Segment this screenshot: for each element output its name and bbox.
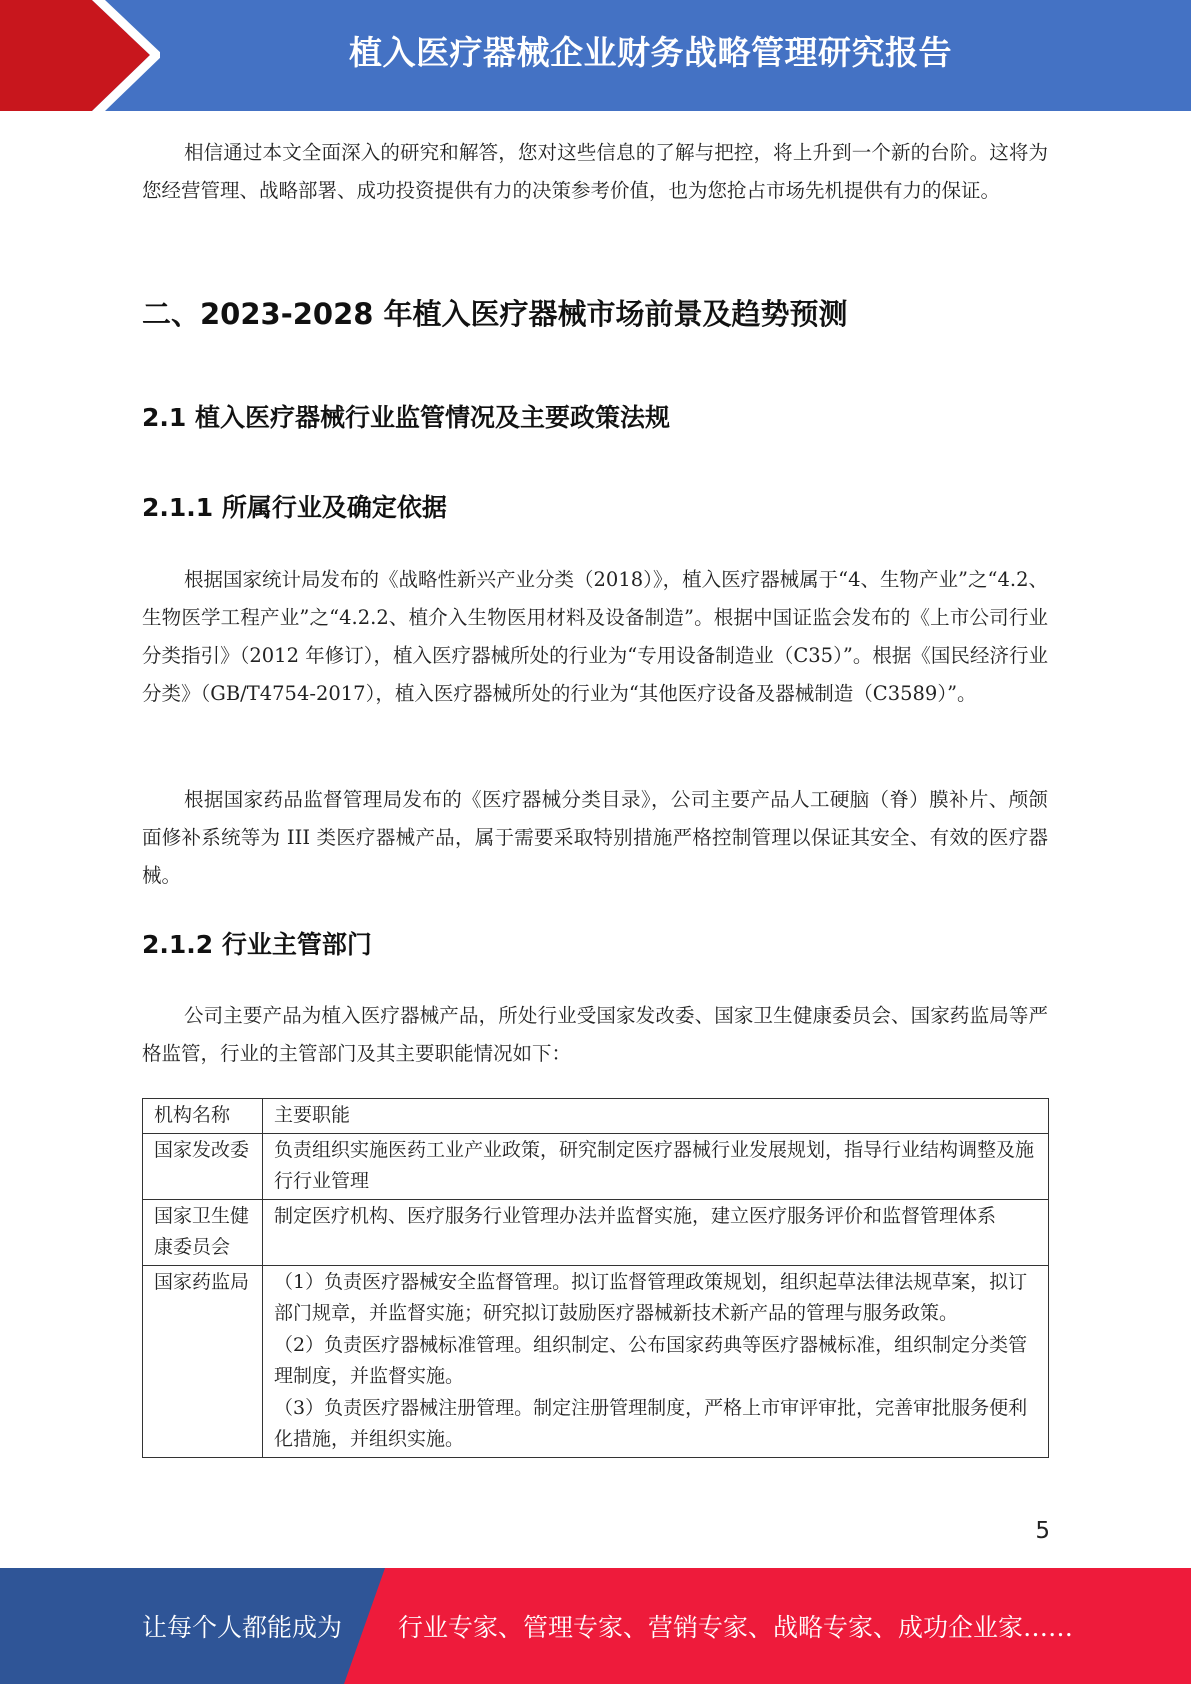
table-header-duties: 主要职能 (263, 1099, 1049, 1134)
header-title: 植入医疗器械企业财务战略管理研究报告 (349, 33, 952, 72)
table-cell-org: 国家发改委 (143, 1133, 263, 1199)
duty-line: 负责组织实施医药工业产业政策，研究制定医疗器械行业发展规划，指导行业结构调整及施行行业管理 (274, 1138, 1035, 1192)
table-row (143, 1133, 1049, 1199)
duty-line: （1）负责医疗器械安全监督管理。拟订监督管理政策规划，组织起草法律法规草案，拟订部门规章，并监督实施；研究拟订鼓励医疗器械新技术新产品的管理与服务政策。 (274, 1270, 1028, 1324)
header-chevron-decoration (0, 0, 160, 111)
sub-2-paragraph: 公司主要产品为植入医疗器械产品，所处行业受国家发改委、国家卫生健康委员会、国家药监局等严格监管，行业的主管部门及其主要职能情况如下： (142, 1004, 1048, 1065)
section-title: 二、2023-2028 年植入医疗器械市场前景及趋势预测 (142, 297, 848, 331)
page-header (0, 0, 1191, 111)
footer-right-text: 行业专家、管理专家、营销专家、战略专家、成功企业家…… (398, 1613, 1074, 1642)
sub-1-paragraph-2-block (142, 781, 1048, 895)
table-cell-duties (263, 1265, 1049, 1457)
table-cell-org: 国家药监局 (143, 1265, 263, 1457)
sub-1-paragraph-1-block (142, 561, 1048, 713)
intro-paragraph: 相信通过本文全面深入的研究和解答，您对这些信息的了解与把控，将上升到一个新的台阶。这将为您经营管理、战略部署、成功投资提供有力的决策参考价值，也为您抢占市场先机提供有力的保证。 (142, 141, 1048, 202)
duty-line: （3）负责医疗器械注册管理。制定注册管理制度，严格上市审评审批，完善审批服务便利化措施，并组织实施。 (274, 1396, 1028, 1450)
sub-2-paragraph-block (142, 997, 1048, 1073)
table-row (143, 1199, 1049, 1265)
sub-1-title: 2.1.1 所属行业及确定依据 (142, 493, 447, 522)
intro-block (142, 134, 1048, 210)
regulator-duties-table (142, 1098, 1049, 1458)
footer-left-text: 让每个人都能成为 (142, 1613, 343, 1642)
page-footer (0, 1568, 1191, 1684)
subsection-title: 2.1 植入医疗器械行业监管情况及主要政策法规 (142, 403, 670, 432)
table-cell-duties (263, 1199, 1049, 1265)
table-row (143, 1265, 1049, 1457)
sub-2-title: 2.1.2 行业主管部门 (142, 930, 372, 959)
table-header-org: 机构名称 (143, 1099, 263, 1134)
duty-line: （2）负责医疗器械标准管理。组织制定、公布国家药典等医疗器械标准，组织制定分类管理制度，并监督实施。 (274, 1333, 1028, 1387)
sub-1-paragraph-2: 根据国家药品监督管理局发布的《医疗器械分类目录》，公司主要产品人工硬脑（脊）膜补片、颅颌面修补系统等为 III 类医疗器械产品，属于需要采取特别措施严格控制管理以保证其安全、有效的医疗器械。 (142, 788, 1048, 887)
page-number: 5 (1035, 1518, 1050, 1544)
table-cell-duties (263, 1133, 1049, 1199)
table-header-row (143, 1099, 1049, 1134)
sub-1-paragraph-1: 根据国家统计局发布的《战略性新兴产业分类（2018）》，植入医疗器械属于“4、生物产业”之“4.2、生物医学工程产业”之“4.2.2、植介入生物医用材料及设备制造”。根据中国证监会发布的《上市公司行业分类指引》（2012 年修订），植入医疗器械所处的行业为“专用设备制造业（C35）”。根据《国民经济行业分类》（GB/T4754-2017），植入医疗器械所处的行业为“其他医疗设备及器械制造（C3589）”。 (142, 568, 1048, 705)
table-cell-org: 国家卫生健康委员会 (143, 1199, 263, 1265)
duty-line: 制定医疗机构、医疗服务行业管理办法并监督实施，建立医疗服务评价和监督管理体系 (274, 1204, 997, 1227)
